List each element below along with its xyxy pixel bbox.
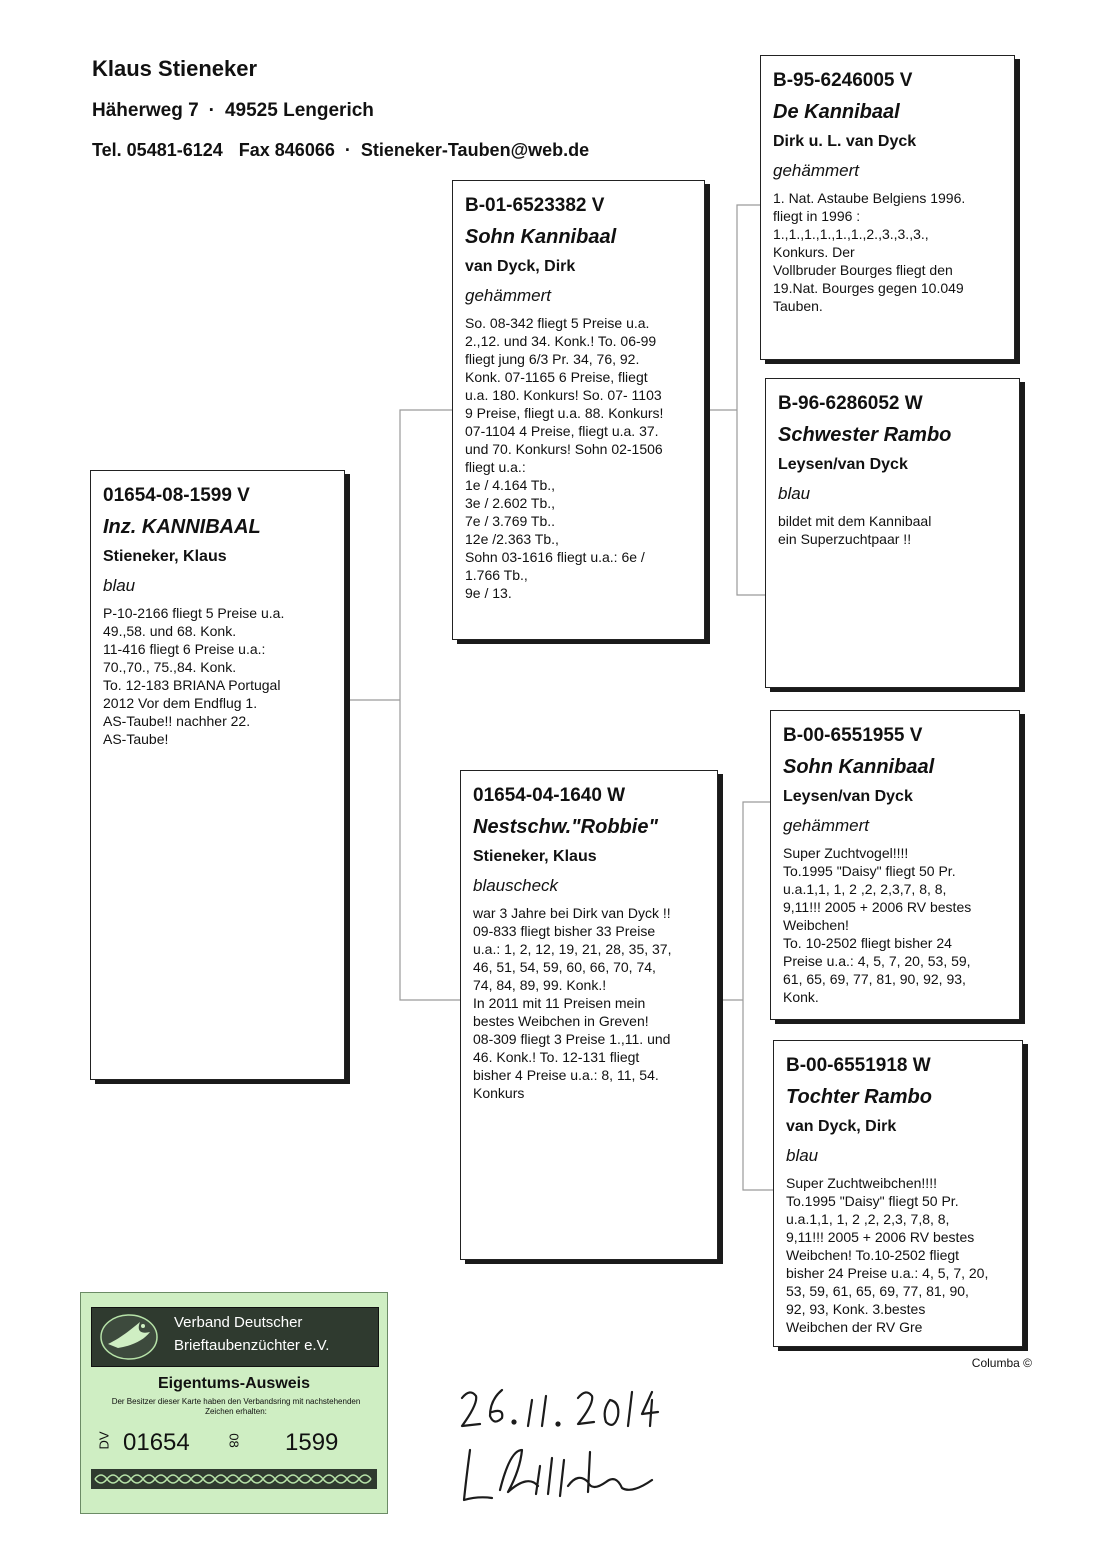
breeder: Dirk u. L. van Dyck bbox=[773, 133, 917, 150]
feather-color: gehämmert bbox=[773, 161, 859, 180]
pedigree-card-sire-dam bbox=[765, 378, 1020, 688]
owner-phone: Tel. 05481-6124 bbox=[92, 140, 223, 160]
feather-color: blau bbox=[103, 576, 136, 595]
performance-notes: P-10-2166 fliegt 5 Preise u.a. 49.,58. und 68. Konk. 11-416 fliegt 6 Preise u.a.: 70.,70., 75.,84. Konk. To. 12-183 BRIANA Portugal 2012 Vor dem Endflug 1. AS-Taube!! nachher 22. AS-Taube! bbox=[103, 605, 285, 747]
ring-number: 01654-08-1599 V bbox=[103, 485, 250, 506]
pigeon-name: Nestschw."Robbie" bbox=[473, 816, 658, 838]
owner-name: Klaus Stieneker bbox=[92, 56, 258, 81]
ring-number: 01654-04-1640 W bbox=[473, 785, 626, 806]
pigeon-name: Sohn Kannibaal bbox=[465, 226, 617, 248]
breeder: Leysen/van Dyck bbox=[783, 788, 913, 805]
pigeon-name: De Kannibaal bbox=[773, 101, 900, 123]
breeder: Stieneker, Klaus bbox=[473, 848, 597, 865]
feather-color: blau bbox=[786, 1146, 819, 1165]
pigeon-name: Schwester Rambo bbox=[778, 424, 952, 446]
software-credit: Columba © bbox=[971, 1356, 1032, 1370]
dove-logo-icon bbox=[98, 1312, 160, 1362]
ring-number: B-00-6551918 W bbox=[786, 1055, 931, 1076]
ring-number: B-96-6286052 W bbox=[778, 393, 923, 414]
pigeon-name: Tochter Rambo bbox=[786, 1086, 932, 1108]
card-description: Der Besitzer dieser Karte haben den Verbandsring mit nachstehenden Zeichen erhalten: bbox=[111, 1397, 361, 1416]
breeder: van Dyck, Dirk bbox=[786, 1118, 897, 1135]
breeder: Stieneker, Klaus bbox=[103, 548, 227, 565]
ring-year: 08 bbox=[226, 1433, 242, 1448]
owner-city: 49525 Lengerich bbox=[224, 100, 374, 121]
owner-email: Stieneker-Tauben@web.de bbox=[360, 140, 590, 160]
performance-notes: war 3 Jahre bei Dirk van Dyck !! 09-833 fliegt bisher 33 Preise u.a.: 1, 2, 12, 19, 21, 28, 35, 37, 46, 51, 54, 59, 60, 66, 70, 74, 74, 84, 89, 99. Konk.! In 2011 mit 11 Preisen mein bestes Weibchen in Greven! 08-309 fliegt 3 Preise 1.,11. und 46. Konk.! To. 12-131 fliegt bisher 4 Preise u.a.: 8, 11, 54. Konkurs bbox=[473, 905, 672, 1101]
performance-notes: bildet mit dem Kannibaal ein Superzuchtpaar !! bbox=[778, 513, 932, 547]
owner-street: Häherweg 7 bbox=[92, 100, 199, 121]
pedigree-card-dam bbox=[460, 770, 718, 1260]
ring-number: B-00-6551955 V bbox=[783, 725, 923, 746]
org-name-line2: Brieftaubenzüchter e.V. bbox=[174, 1337, 330, 1354]
ownership-card-header bbox=[91, 1307, 379, 1367]
ring-serial: 1599 bbox=[285, 1429, 339, 1456]
performance-notes: Super Zuchtvogel!!!! To.1995 "Daisy" fliegt 50 Pr. u.a.1,1, 1, 2 ,2, 2,3,7, 8, 8, 9,11!!! 2005 + 2006 RV bestes Weibchen! To. 10-2502 fliegt bisher 24 Preise u.a.: 4, 5, 7, 20, 53, 59, 61, 65, 69, 77, 81, 90, 92, 93, Konk. bbox=[783, 845, 972, 1005]
separator-dot: · bbox=[208, 100, 215, 121]
ring-number-row bbox=[95, 1427, 371, 1461]
connector-sire bbox=[700, 205, 765, 595]
ring-number: B-01-6523382 V bbox=[465, 195, 605, 216]
connector-subject bbox=[350, 410, 460, 1000]
performance-notes: So. 08-342 fliegt 5 Preise u.a. 2.,12. und 34. Konk.! To. 06-99 fliegt jung 6/3 Pr. 34, 76, 92. Konk. 07-1165 6 Preise, fliegt u.a. 180. Konkurs! So. 07- 1103 9 Preise, fliegt u.a. 88. Konkurs! 07-1104 4 Preise, fliegt u.a. 37. und 70. Konkurs! Sohn 02-1506 fliegt u.a.: 1e / 4.164 Tb., 3e / 2.602 Tb., 7e / 3.769 Tb.. 12e /2.363 Tb., Sohn 03-1616 fliegt u.a.: 6e / 1.766 Tb., 9e / 13. bbox=[465, 315, 664, 601]
org-name-line1: Verband Deutscher bbox=[174, 1314, 303, 1331]
owner-fax: Fax 846066 bbox=[238, 140, 335, 160]
feather-color: blauscheck bbox=[473, 876, 559, 895]
connector-dam bbox=[720, 802, 773, 1190]
feather-color: gehämmert bbox=[783, 816, 869, 835]
breeder: van Dyck, Dirk bbox=[465, 258, 576, 275]
pedigree-card-subject bbox=[90, 470, 345, 1080]
pigeon-name: Sohn Kannibaal bbox=[783, 756, 935, 778]
security-band-icon bbox=[91, 1469, 377, 1489]
club-number: 01654 bbox=[123, 1429, 190, 1456]
pedigree-card-sire-sire bbox=[760, 55, 1015, 360]
handwritten-date-signature bbox=[440, 1370, 700, 1530]
ring-number: B-95-6246005 V bbox=[773, 70, 913, 91]
pigeon-name: Inz. KANNIBAAL bbox=[103, 516, 261, 538]
performance-notes: Super Zuchtweibchen!!!! To.1995 "Daisy" fliegt 50 Pr. u.a.1,1, 1, 2 ,2, 2,3, 7,8, 8, 9,11!!! 2005 + 2006 RV bestes Weibchen! To.10-2502 fliegt bisher 24 Preise u.a.: 4, 5, 7, 20, 53, 59, 61, 65, 69, 77, 81, 90, 92, 93, Konk. 3.bestes Weibchen der RV Gre bbox=[786, 1175, 989, 1335]
pedigree-card-dam-sire bbox=[770, 710, 1020, 1020]
pedigree-card-sire bbox=[452, 180, 705, 640]
separator-dot: · bbox=[344, 140, 351, 160]
pedigree-card-dam-dam bbox=[773, 1040, 1023, 1347]
breeder: Leysen/van Dyck bbox=[778, 456, 908, 473]
ring-prefix: DV bbox=[96, 1431, 112, 1450]
performance-notes: 1. Nat. Astaube Belgiens 1996. fliegt in 1996 : 1.,1.,1.,1.,1.,1.,2.,3.,3.,3., Konkurs. Der Vollbruder Bourges fliegt den 19.Nat. Bourges gegen 10.049 Tauben. bbox=[773, 190, 966, 314]
feather-color: gehämmert bbox=[465, 286, 551, 305]
card-title: Eigentums-Ausweis bbox=[157, 1375, 311, 1392]
ownership-card bbox=[80, 1292, 388, 1514]
feather-color: blau bbox=[778, 484, 811, 503]
